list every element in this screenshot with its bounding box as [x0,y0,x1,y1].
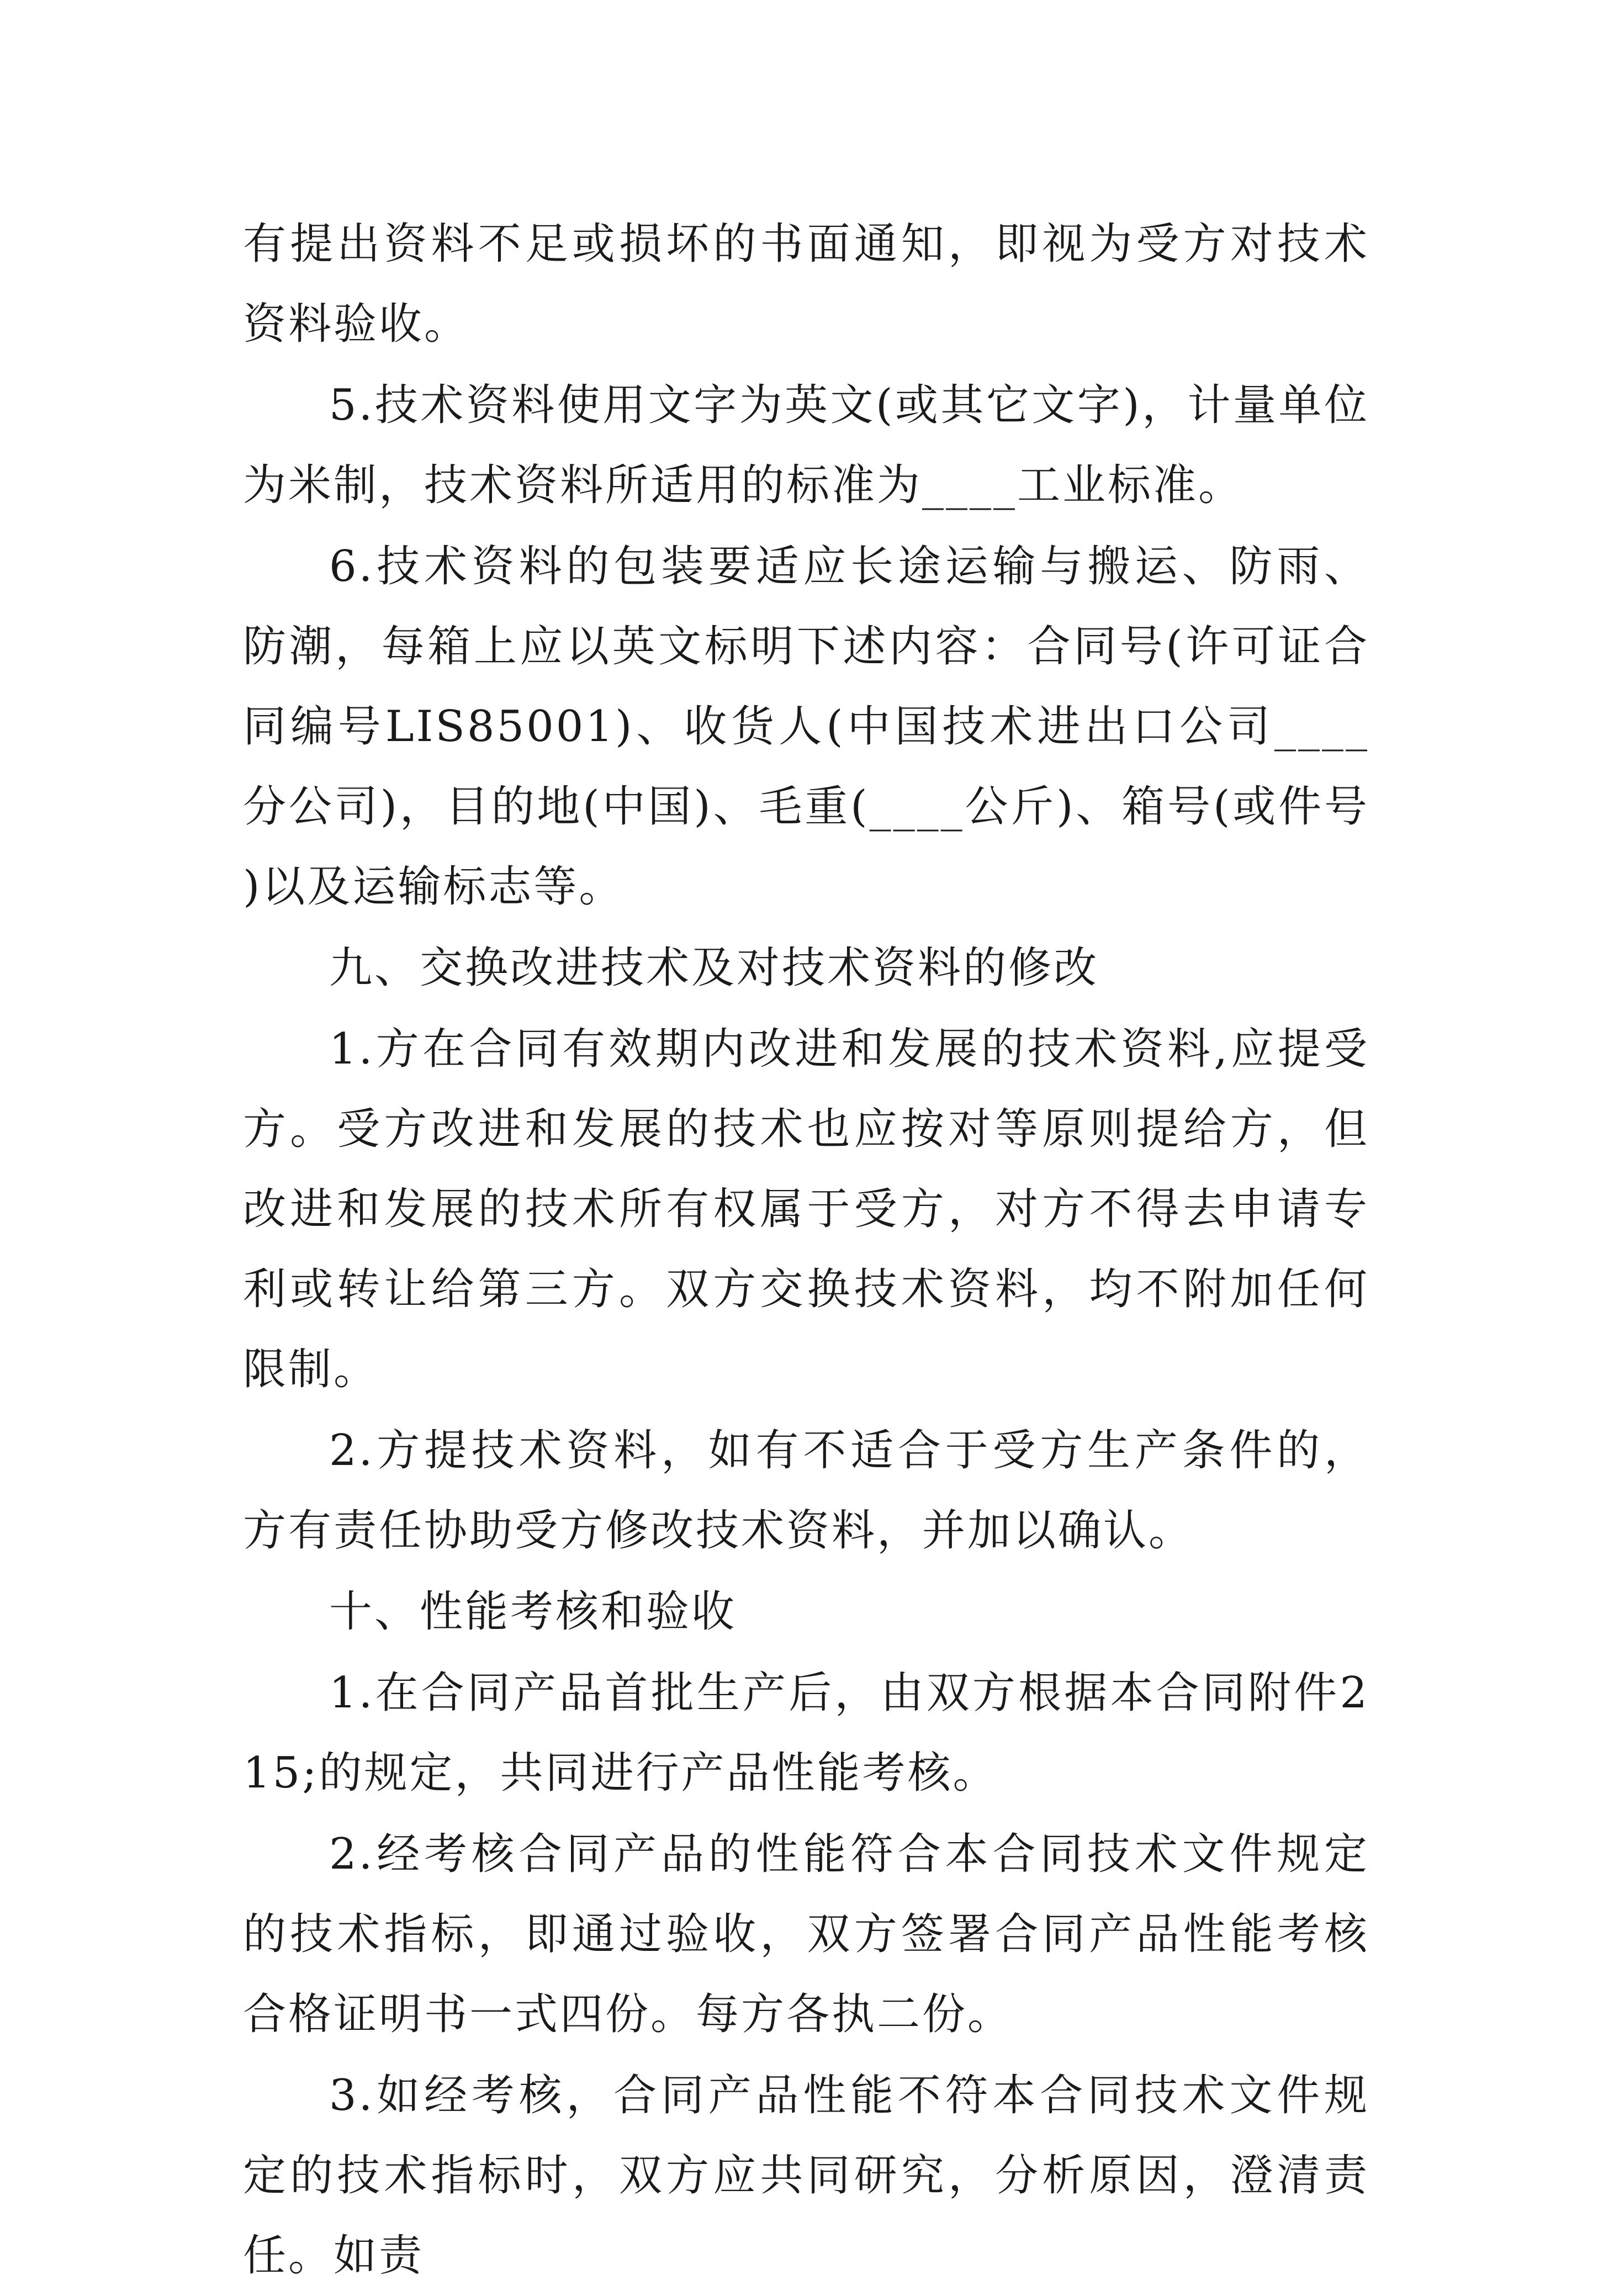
paragraph: 有提出资料不足或损坏的书面通知，即视为受方对技术资料验收。 [243,219,1369,349]
section-heading-ten: 十、性能考核和验收 [329,1587,737,1637]
paragraph: 3.如经考核，合同产品性能不符本合同技术文件规定的技术指标时，双方应共同研究，分析原因，澄清责任。如责 [243,2071,1369,2281]
document-body [243,204,1369,2296]
paragraph: 5.技术资料使用文字为英文(或其它文字)，计量单位为米制，技术资料所适用的标准为____工业标准。 [243,380,1369,510]
paragraph: 2.经考核合同产品的性能符合本合同技术文件规定的技术指标，即通过验收，双方签署合同产品性能考核合格证明书一式四份。每方各执二份。 [243,1829,1369,2039]
paragraph: 2.方提技术资料，如有不适合于受方生产条件的，方有责任协助受方修改技术资料，并加以确认。 [243,1426,1369,1556]
paragraph: 6.技术资料的包装要适应长途运输与搬运、防雨、防潮，每箱上应以英文标明下述内容：合同号(许可证合同编号LIS85001)、收货人(中国技术进出口公司____分公司)，目的地(中国)、毛重(____公斤)、箱号(或件号)以及运输标志等。 [243,542,1369,912]
section-heading-nine: 九、交换改进技术及对技术资料的修改 [329,943,1099,993]
paragraph: 1.在合同产品首批生产后，由双方根据本合同附件215;的规定，共同进行产品性能考核。 [243,1668,1369,1798]
paragraph: 1.方在合同有效期内改进和发展的技术资料,应提受方。受方改进和发展的技术也应按对等原则提给方，但改进和发展的技术所有权属于受方，对方不得去申请专利或转让给第三方。双方交换技术资料，均不附加任何限制。 [243,1024,1369,1394]
